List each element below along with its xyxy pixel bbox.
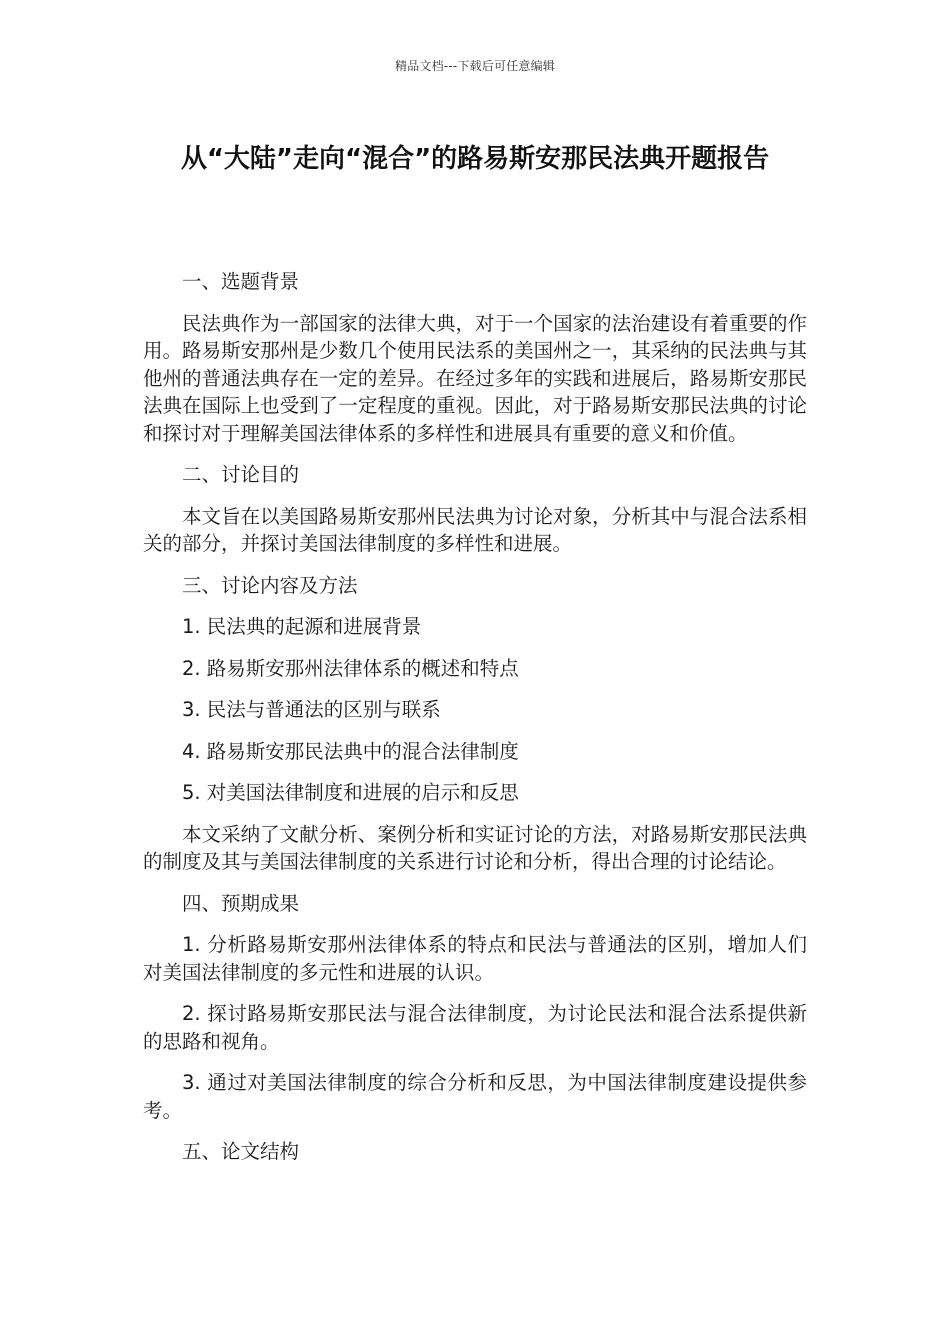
section-heading-content: 三、讨论内容及方法: [182, 573, 358, 597]
header-note: 精品文档---下载后可任意编辑: [395, 59, 555, 73]
section-heading-background: 一、选题背景: [182, 270, 300, 293]
document-title: 从“大陆”走向“混合”的路易斯安那民法典开题报告: [180, 144, 770, 174]
document-body: [143, 268, 807, 1180]
method-paragraph: 本文采纳了文献分析、案例分析和实证讨论的方法，对路易斯安那民法典的制度及其与美国法律制度的关系进行讨论和分析，得出合理的讨论结论。: [143, 822, 807, 873]
section-heading-structure: 五、论文结构: [182, 1140, 300, 1163]
results-list-item: 2. 探讨路易斯安那民法与混合法律制度，为讨论民法和混合法系提供新的思路和视角。: [143, 1002, 807, 1053]
section-heading-purpose: 二、讨论目的: [182, 463, 300, 486]
content-list-item: 3. 民法与普通法的区别与联系: [182, 698, 441, 721]
content-list-item: 1. 民法典的起源和进展背景: [182, 615, 422, 638]
results-list-item: 1. 分析路易斯安那州法律体系的特点和民法与普通法的区别，增加人们对美国法律制度的多元性和进展的认识。: [143, 933, 807, 984]
content-list-item: 4. 路易斯安那民法典中的混合法律制度: [182, 739, 519, 763]
purpose-paragraph: 本文旨在以美国路易斯安那州民法典为讨论对象，分析其中与混合法系相关的部分，并探讨美国法律制度的多样性和进展。: [143, 504, 807, 555]
results-list-item: 3. 通过对美国法律制度的综合分析和反思，为中国法律制度建设提供参考。: [143, 1071, 807, 1122]
content-list-item: 5. 对美国法律制度和进展的启示和反思: [182, 781, 519, 804]
background-paragraph: 民法典作为一部国家的法律大典，对于一个国家的法治建设有着重要的作用。路易斯安那州是少数几个使用民法系的美国州之一，其采纳的民法典与其他州的普通法典存在一定的差异。在经过多年的实践和进展后，路易斯安那民法典在国际上也受到了一定程度的重视。因此，对于路易斯安那民法典的讨论和探讨对于理解美国法律体系的多样性和进展具有重要的意义和价值。: [143, 311, 807, 445]
content-list-item: 2. 路易斯安那州法律体系的概述和特点: [182, 656, 519, 680]
section-heading-results: 四、预期成果: [182, 891, 300, 915]
